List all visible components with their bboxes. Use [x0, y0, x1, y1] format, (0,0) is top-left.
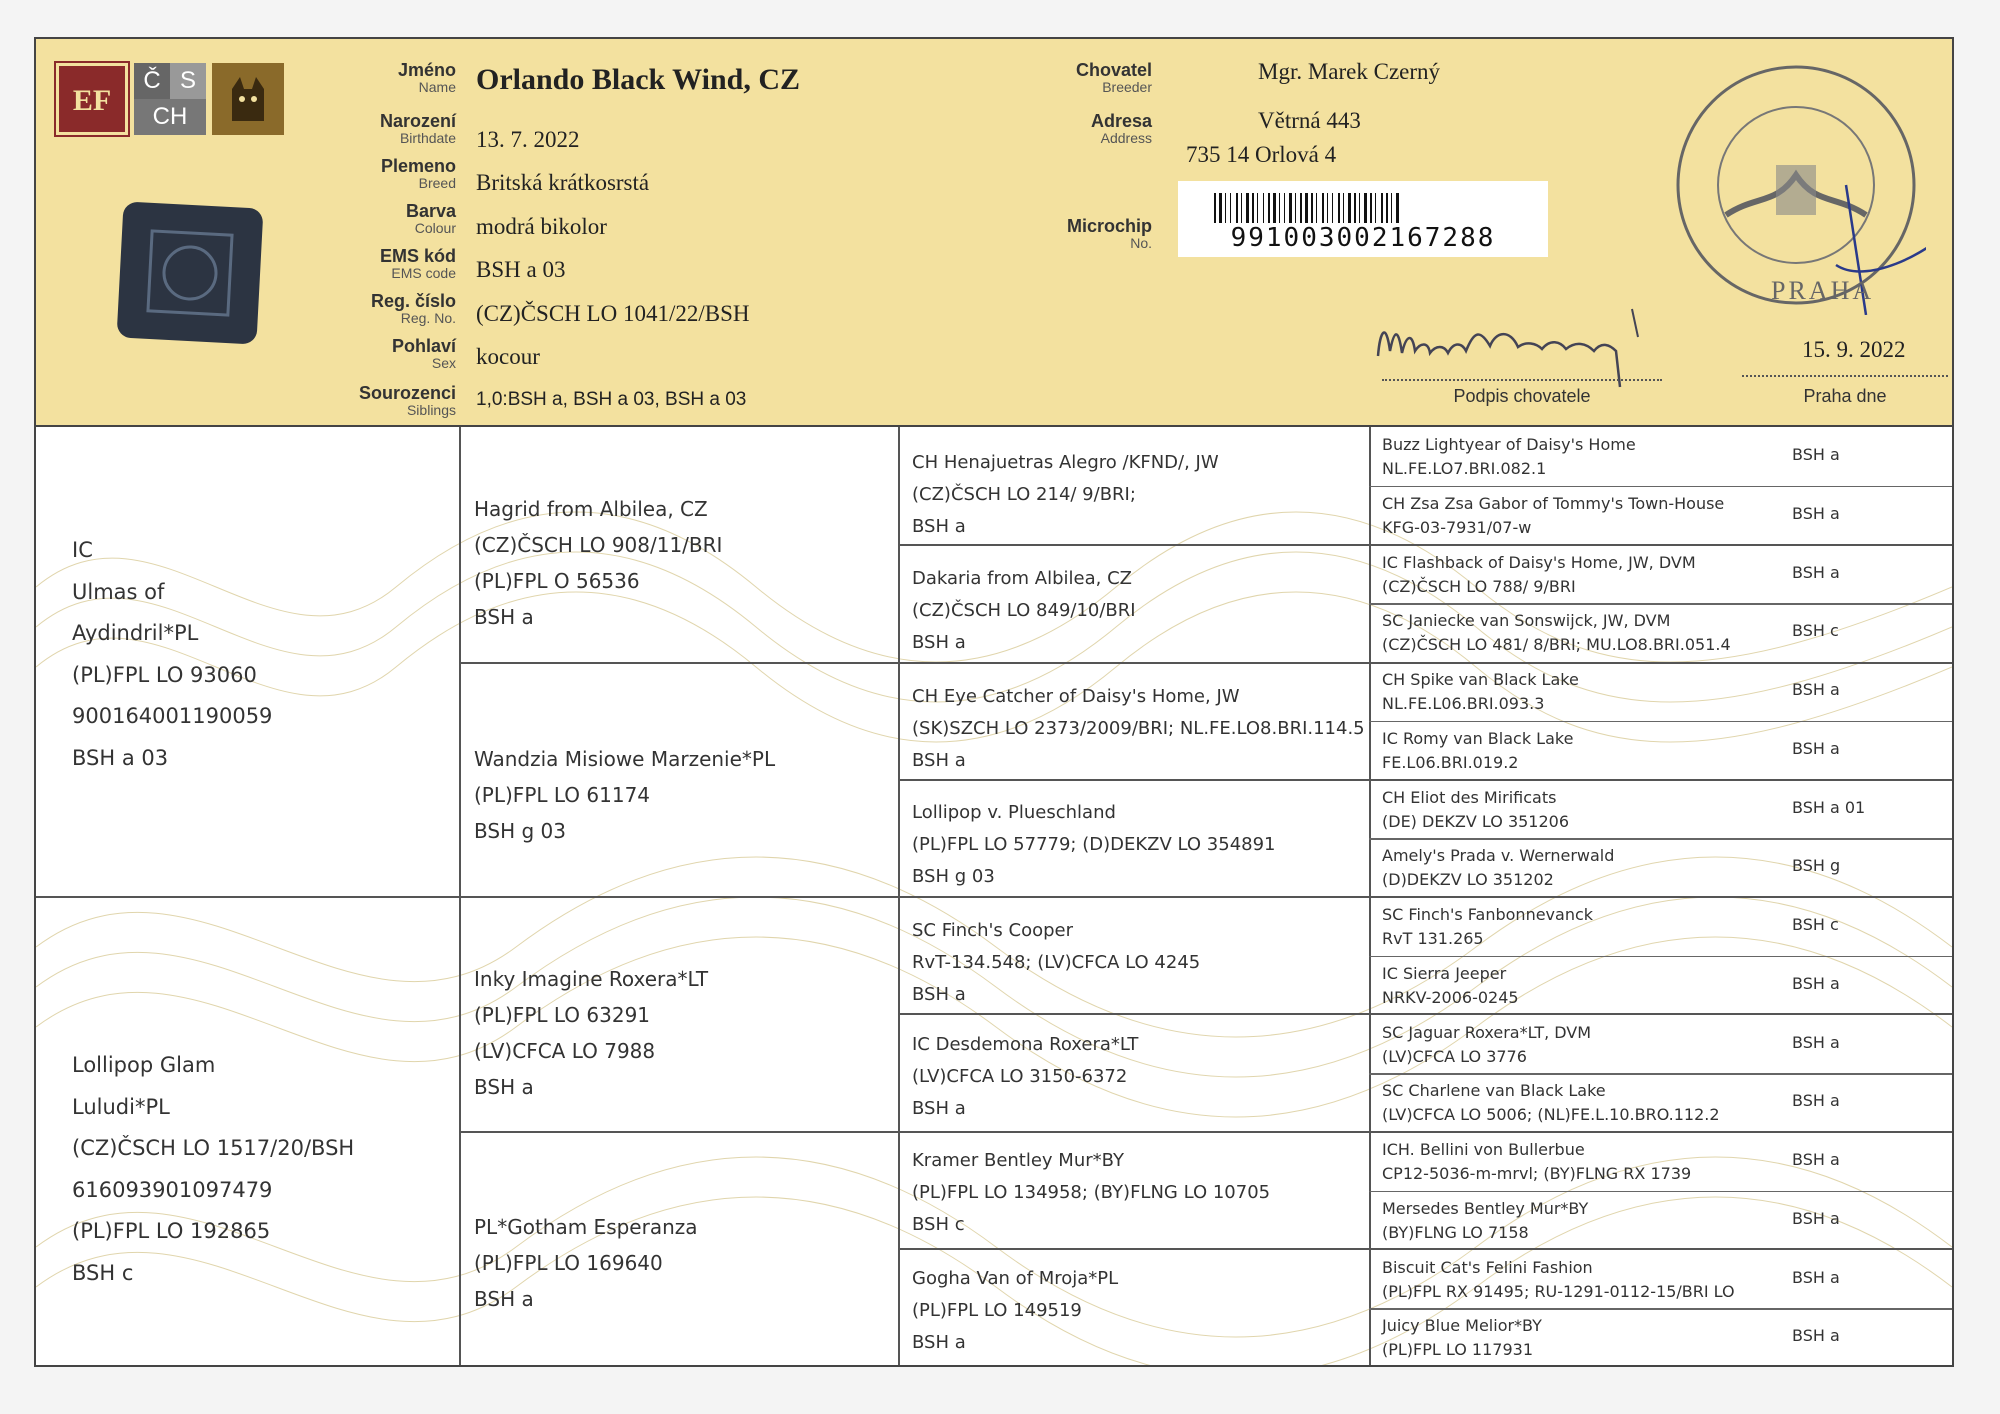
ancestor-colour: BSH a [1792, 973, 1840, 993]
colour-label: Barva Colour [405, 201, 456, 236]
ancestor-colour: BSH c [1792, 915, 1839, 934]
ems-value: BSH a 03 [476, 257, 566, 282]
grid-hline-gen4 [1369, 603, 1952, 605]
hologram-seal [117, 201, 264, 344]
breeder-label: Chovatel Breeder [1075, 60, 1152, 95]
pedigree-line: (PL)FPL LO 57779; (D)DEKZV LO 354891 [912, 834, 1276, 855]
ancestor-name: Buzz Lightyear of Daisy's Home [1382, 435, 1636, 454]
sex-label: Pohlaví Sex [391, 336, 456, 371]
pedigree-line: CH Eye Catcher of Daisy's Home, JW [912, 686, 1240, 707]
grandparent-4 [474, 1209, 698, 1317]
ancestor-colour: BSH a [1792, 503, 1840, 523]
great-grandparent-6 [912, 1029, 1138, 1125]
breeder-name: Mgr. Marek Czerný [1258, 59, 1441, 84]
pedigree-line: BSH a [912, 1098, 966, 1119]
pedigree-line: BSH c [912, 1214, 965, 1235]
pedigree-line: Gogha Van of Mroja*PL [912, 1268, 1119, 1289]
date-caption: Praha dne [1803, 386, 1887, 406]
svg-text:EF: EF [72, 84, 112, 117]
ancestor-name: SC Finch's Fanbonnevanck [1382, 905, 1594, 924]
ancestor-registration: NL.FE.LO7.BRI.082.1 [1382, 459, 1547, 478]
ancestor-colour: BSH a [1792, 1032, 1840, 1052]
ancestor-colour: BSH g [1792, 856, 1841, 876]
pedigree-line: BSH a [912, 516, 966, 537]
ancestor-name: Biscuit Cat's Felini Fashion [1382, 1257, 1593, 1277]
cat-registry-logo [212, 63, 284, 135]
pedigree-line: (PL)FPL LO 149519 [912, 1300, 1082, 1321]
ancestor-gen4-13 [1382, 1138, 1948, 1191]
pedigree-line: (CZ)ČSCH LO 849/10/BRI [912, 600, 1136, 621]
pedigree-line: Kramer Bentley Mur*BY [912, 1150, 1125, 1171]
pedigree-line: (CZ)ČSCH LO 1517/20/BSH [72, 1136, 355, 1160]
fife-logo [56, 63, 128, 135]
ancestor-registration: (PL)FPL LO 117931 [1382, 1340, 1533, 1360]
sex-value: kocour [476, 344, 540, 369]
ancestor-gen4-7 [1382, 786, 1948, 839]
ancestor-registration: (DE) DEKZV LO 351206 [1382, 811, 1570, 831]
pedigree-line: BSH c [72, 1260, 134, 1285]
siblings-value: 1,0:BSH a, BSH a 03, BSH a 03 [476, 389, 747, 410]
ancestor-gen4-14 [1382, 1197, 1948, 1250]
ancestor-gen4-10 [1382, 962, 1948, 1015]
ancestor-registration: KFG-03-7931/07-w [1382, 517, 1532, 537]
ancestor-name: CH Spike van Black Lake [1382, 670, 1579, 689]
ancestor-colour: BSH a [1792, 1091, 1840, 1111]
pedigree-line: (LV)CFCA LO 7988 [474, 1039, 656, 1063]
ancestor-colour: BSH a [1792, 1208, 1840, 1228]
ancestor-name: IC Romy van Black Lake [1382, 728, 1574, 748]
ancestor-name: Amely's Prada v. Wernerwald [1382, 846, 1615, 866]
pedigree-line: BSH a [912, 632, 966, 653]
csch-logo-s: S [170, 63, 206, 99]
pedigree-line: BSH a 03 [72, 745, 169, 770]
pedigree-line: BSH a [912, 1332, 966, 1353]
microchip-label: Microchip No. [1066, 216, 1152, 251]
parent-sire [72, 530, 272, 779]
ancestor-colour: BSH a [1792, 445, 1840, 464]
ancestor-colour: BSH a [1792, 1150, 1840, 1169]
ancestor-gen4-9 [1382, 903, 1948, 956]
breeder-address-line1: Větrná 443 [1258, 108, 1361, 133]
great-grandparent-8 [912, 1263, 1118, 1359]
ancestor-gen4-5 [1382, 668, 1948, 721]
ancestor-name: SC Jaguar Roxera*LT, DVM [1382, 1022, 1592, 1042]
pedigree-line: (PL)FPL LO 63291 [474, 1003, 651, 1027]
ancestor-registration: RvT 131.265 [1382, 929, 1484, 948]
pedigree-line: (PL)FPL O 56536 [474, 569, 640, 593]
ancestor-registration: CP12-5036-m-mrvl; (BY)FLNG RX 1739 [1382, 1164, 1692, 1183]
ancestor-name: CH Eliot des Mirificats [1382, 787, 1557, 807]
great-grandparent-2 [912, 563, 1136, 659]
pedigree-line: Hagrid from Albilea, CZ [474, 497, 708, 521]
ancestor-gen4-3 [1382, 551, 1948, 604]
pedigree-line: Wandzia Misiowe Marzenie*PL [474, 747, 776, 771]
birthdate-value: 13. 7. 2022 [476, 127, 580, 152]
grid-hline-gen4 [1369, 1073, 1952, 1075]
pedigree-document [34, 37, 1954, 1367]
grid-hline-gen4 [1369, 1191, 1952, 1193]
pedigree-line: 900164001190059 [72, 704, 273, 728]
ancestor-registration: (LV)CFCA LO 3776 [1382, 1046, 1527, 1066]
pedigree-line: (PL)FPL LO 192865 [72, 1219, 271, 1243]
ancestor-gen4-4 [1382, 609, 1948, 662]
signature-dotted-line [1382, 379, 1662, 381]
cat-head-icon [212, 63, 284, 135]
grandparent-1 [474, 491, 722, 635]
great-grandparent-1 [912, 447, 1219, 543]
certificate-header [36, 39, 1952, 427]
pedigree-line: RvT-134.548; (LV)CFCA LO 4245 [912, 952, 1201, 973]
siblings-label: Sourozenci Siblings [358, 383, 456, 418]
pedigree-line: BSH g 03 [912, 866, 995, 887]
ancestor-registration: NRKV-2006-0245 [1382, 987, 1519, 1007]
pedigree-line: Ulmas of [72, 579, 165, 604]
ancestor-registration: (PL)FPL RX 91495; RU-1291-0112-15/BRI LO [1382, 1281, 1735, 1301]
date-dotted-line [1742, 375, 1948, 377]
breeder-address-line2: 735 14 Orlová 4 [1186, 142, 1337, 167]
ancestor-gen4-8 [1382, 844, 1948, 897]
ancestor-gen4-2 [1382, 492, 1948, 545]
pedigree-line: BSH g 03 [474, 819, 566, 843]
pedigree-line: (LV)CFCA LO 3150-6372 [912, 1066, 1128, 1087]
csch-logo [134, 63, 206, 135]
ancestor-registration: (LV)CFCA LO 5006; (NL)FE.L.10.BRO.112.2 [1382, 1105, 1720, 1125]
grandparent-3 [474, 961, 708, 1105]
ancestor-registration: (BY)FLNG LO 7158 [1382, 1222, 1529, 1242]
ancestor-registration: (CZ)ČSCH LO 788/ 9/BRI [1382, 576, 1576, 596]
ancestor-colour: BSH a [1792, 562, 1840, 582]
grid-hline-gen4 [1369, 1308, 1952, 1310]
ancestor-registration: (D)DEKZV LO 351202 [1382, 870, 1554, 890]
grandparent-2 [474, 741, 775, 849]
pedigree-line: (PL)FPL LO 169640 [474, 1251, 663, 1275]
pedigree-line: (PL)FPL LO 61174 [474, 783, 651, 807]
ancestor-name: SC Janiecke van Sonswijck, JW, DVM [1382, 611, 1671, 631]
breeder-signature [1370, 301, 1670, 391]
pedigree-line: BSH a [912, 750, 966, 771]
microchip-number: 991003002167288 [1230, 223, 1496, 253]
breed-value: Britská krátkosrstá [476, 170, 650, 195]
stamp-city: PRAHA [1771, 276, 1875, 305]
great-grandparent-7 [912, 1145, 1270, 1241]
pedigree-line: 616093901097479 [72, 1177, 273, 1202]
ancestor-name: ICH. Bellini von Bullerbue [1382, 1140, 1585, 1159]
ancestor-name: Mersedes Bentley Mur*BY [1382, 1198, 1589, 1218]
great-grandparent-3 [912, 681, 1365, 777]
ancestor-colour: BSH a [1792, 1326, 1840, 1346]
pedigree-line: BSH a [474, 1075, 534, 1099]
hologram-pattern [117, 201, 264, 344]
grid-hline-gen4 [1369, 721, 1952, 723]
pedigree-line: IC Desdemona Roxera*LT [912, 1034, 1139, 1055]
pedigree-line: Lollipop Glam [72, 1053, 216, 1077]
ancestor-colour: BSH a [1792, 680, 1840, 699]
pedigree-line: IC [72, 538, 93, 562]
ancestor-name: Juicy Blue Melior*BY [1382, 1316, 1542, 1336]
pedigree-line: BSH a [474, 1287, 534, 1311]
pedigree-line: Aydindril*PL [72, 621, 199, 645]
grid-hline-gen4 [1369, 956, 1952, 958]
colour-value: modrá bikolor [476, 214, 607, 239]
signature-caption: Podpis chovatele [1453, 386, 1591, 406]
pedigree-line: CH Henajuetras Alegro /KFND/, JW [912, 452, 1219, 473]
csch-logo-c: Č [134, 63, 170, 99]
pedigree-line: BSH a [474, 605, 534, 629]
pedigree-line: SC Finch's Cooper [912, 920, 1074, 941]
great-grandparent-4 [912, 797, 1276, 893]
ancestor-colour: BSH a [1792, 738, 1840, 758]
ancestor-colour: BSH c [1792, 621, 1839, 641]
pedigree-line: Luludi*PL [72, 1094, 170, 1119]
cat-name: Orlando Black Wind, CZ [476, 63, 800, 96]
pedigree-line: (SK)SZCH LO 2373/2009/BRI; NL.FE.LO8.BRI.114.5 [912, 718, 1365, 739]
pedigree-line: Dakaria from Albilea, CZ [912, 568, 1132, 589]
pedigree-line: (CZ)ČSCH LO 214/ 9/BRI; [912, 484, 1136, 505]
fife-logo-graphic [59, 66, 125, 132]
ancestor-registration: FE.L06.BRI.019.2 [1382, 752, 1519, 772]
ancestor-name: SC Charlene van Black Lake [1382, 1081, 1606, 1101]
birthdate-label: Narození Birthdate [379, 111, 456, 146]
pedigree-line: PL*Gotham Esperanza [474, 1215, 698, 1239]
csch-logo-ch: CH [134, 99, 206, 135]
pedigree-line: Inky Imagine Roxera*LT [474, 967, 709, 991]
ancestor-gen4-16 [1382, 1314, 1948, 1367]
pedigree-line: Lollipop v. Plueschland [912, 802, 1116, 823]
reg-label: Reg. číslo Reg. No. [370, 291, 456, 326]
ancestor-gen4-12 [1382, 1079, 1948, 1132]
ancestor-registration: (CZ)ČSCH LO 481/ 8/BRI; MU.LO8.BRI.051.4 [1382, 635, 1731, 655]
pedigree-line: (PL)FPL LO 134958; (BY)FLNG LO 10705 [912, 1182, 1271, 1203]
ancestor-gen4-11 [1382, 1021, 1948, 1074]
ancestor-gen4-15 [1382, 1256, 1948, 1309]
ancestor-colour: BSH a 01 [1792, 797, 1866, 817]
breed-label: Plemeno Breed [380, 156, 456, 191]
grid-hline-gen2-a [459, 662, 1952, 664]
ancestor-gen4-1 [1382, 433, 1948, 486]
name-label: Jméno Name [397, 60, 456, 95]
ancestor-name: CH Zsa Zsa Gabor of Tommy's Town-House [1382, 493, 1725, 513]
barcode-graphic [1178, 181, 1548, 227]
ems-label: EMS kód EMS code [379, 246, 456, 281]
ancestor-gen4-6 [1382, 727, 1948, 780]
grid-hline-gen4 [1369, 486, 1952, 488]
issue-date: 15. 9. 2022 [1802, 337, 1906, 362]
ancestor-name: IC Sierra Jeeper [1382, 963, 1507, 983]
pedigree-line: (CZ)ČSCH LO 908/11/BRI [474, 533, 723, 557]
grid-hline-gen4 [1369, 838, 1952, 840]
microchip-barcode-label [1178, 181, 1548, 257]
ancestor-colour: BSH a [1792, 1267, 1840, 1287]
ancestor-name: IC Flashback of Daisy's Home, JW, DVM [1382, 552, 1696, 572]
pedigree-line: BSH a [912, 984, 966, 1005]
parent-dam [72, 1045, 354, 1294]
reg-value: (CZ)ČSCH LO 1041/22/BSH [476, 301, 750, 326]
pedigree-line: (PL)FPL LO 93060 [72, 662, 257, 687]
ancestor-registration: NL.FE.L06.BRI.093.3 [1382, 694, 1545, 713]
great-grandparent-5 [912, 915, 1200, 1011]
address-label: Adresa Address [1090, 111, 1152, 146]
